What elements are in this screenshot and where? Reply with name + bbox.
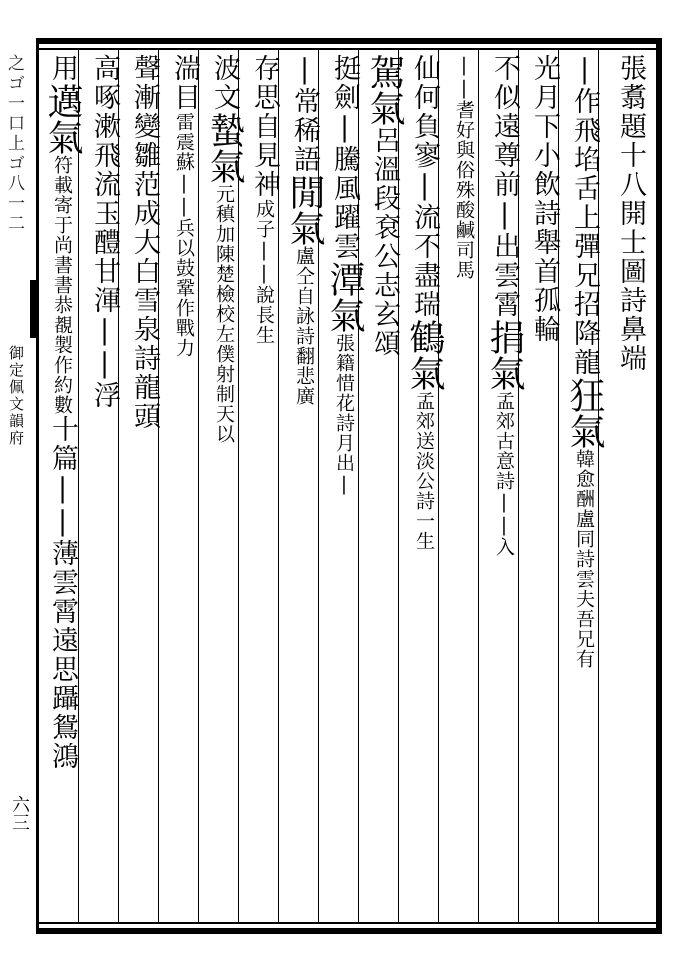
page-number-text: 六三 (9, 795, 30, 831)
text-column-11 (204, 54, 245, 920)
heading-kuang-qi: 狂氣 (564, 377, 605, 449)
column-8-text: 存思自見神 (249, 54, 280, 199)
text-column-8 (324, 54, 365, 920)
column-6-text: 呂溫段袞公志玄頌 (369, 126, 400, 358)
column-5-text: 仙何負寥|流不盡瑞 (409, 54, 440, 319)
text-column-13 (126, 54, 162, 920)
heading-tan-qi-note: 張籍惜花詩月出| (333, 333, 355, 496)
heading-juan-qi: 捐氣 (484, 319, 525, 391)
text-column-14 (86, 54, 122, 920)
text-column-7 (364, 54, 405, 920)
tail-10-text: 雷震蘇||兵以鼓鞏作戰力 (173, 112, 195, 358)
column-1-text: 張翥題十八開士圖詩鼻端 (615, 54, 646, 373)
heading-zhe-qi-note: 元稹加陳楚檢校左僕射制天以 (213, 184, 235, 444)
frame-bottom-border (36, 928, 662, 934)
column-14-text: 用 (47, 54, 78, 83)
text-column-12 (166, 54, 202, 920)
text-column-15 (42, 54, 83, 920)
heading-juan-qi-note: 孟郊古意詩||入 (493, 391, 515, 557)
column-7-text: 挺劍|騰風躍雲 (329, 54, 360, 261)
heading-xian-qi-note: 盧仝自詠詩翻悲廣 (293, 246, 315, 406)
frame-left-border (36, 38, 39, 934)
column-4-text: 不似遠尊前|出雲霄 (489, 54, 520, 319)
heading-zhe-qi: 蟄氣 (204, 112, 245, 184)
text-column-4 (484, 54, 525, 920)
gutter-marks-text: 之ゴ一口上ゴ八一二 (4, 54, 24, 234)
column-11-text: 湍目 (169, 54, 200, 112)
gutter-fish-tail-mark (30, 280, 38, 338)
column-3-text: 光月下小飲詩舉首孤輪 (529, 54, 560, 344)
tail-8-text: 成子||說長生 (253, 199, 275, 345)
heading-jia-qi: 駕氣 (364, 54, 405, 126)
frame-right-border (656, 38, 662, 934)
frame-bottom-inner-border (36, 922, 662, 924)
heading-he-qi-note: 孟郊送淡公詩一生 (413, 391, 435, 551)
heading-he-qi: 鶴氣 (404, 319, 445, 391)
heading-mai-qi: 邁氣 (42, 83, 83, 155)
column-13-text: 高啄漱飛流玉醴甘渾||浮 (89, 54, 120, 410)
book-title (6, 345, 32, 565)
text-column-1 (612, 54, 648, 920)
heading-kuang-qi-note: 韓愈酬盧同詩雲夫吾兄有 (573, 449, 595, 669)
heading-tan-qi: 潭氣 (324, 261, 365, 333)
heading-xian-qi: 閒氣 (284, 174, 325, 246)
text-column-5 (446, 54, 482, 920)
book-title-text: 御定佩文韻府 (7, 345, 25, 447)
text-column-10 (246, 54, 282, 920)
page-number (6, 795, 34, 855)
frame-top-inner-border (36, 48, 662, 50)
text-column-2 (564, 54, 605, 920)
column-2-text: |作飛埳舌上彈兄招降龍 (569, 54, 600, 377)
text-column-6 (404, 54, 445, 920)
text-column-3 (526, 54, 562, 920)
column-15-text: 十篇||薄雲霄遠思躡鴛鴻 (47, 415, 78, 771)
column-10-text: 波文 (209, 54, 240, 112)
heading-mai-qi-note: 符載寄于尚書書恭覩製作約數 (51, 155, 73, 415)
frame-top-border (36, 38, 662, 44)
tail-1-text: ||耆好與俗殊酸鹹司馬 (453, 54, 475, 280)
text-column-9 (284, 54, 325, 920)
column-12-text: 聲漸變雛范成大白雪泉詩龍頭 (129, 54, 160, 431)
column-9-text: |常稀語 (289, 54, 320, 174)
